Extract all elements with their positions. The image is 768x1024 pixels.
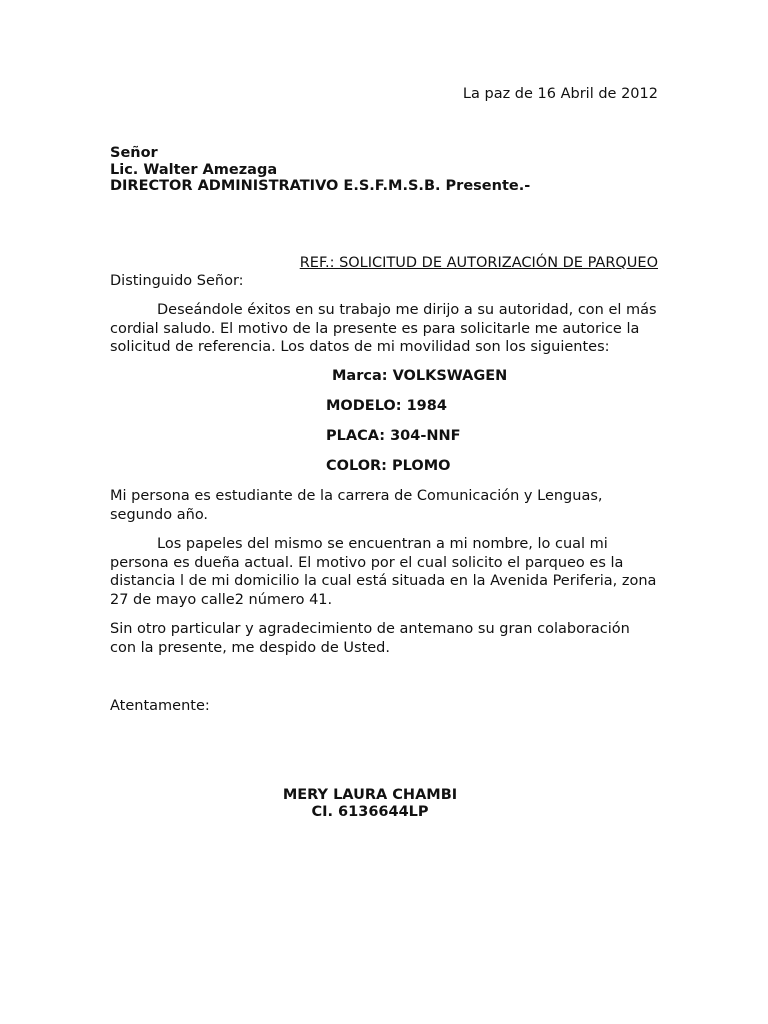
signature-name: MERY LAURA CHAMBI [282, 787, 458, 803]
paragraph-farewell: Sin otro particular y agradecimiento de antemano su gran colaboración con la presente, me despido de Usted. [110, 621, 630, 656]
vehicle-model: MODELO: 1984 [326, 398, 447, 414]
signature-id: CI. 6136644LP [311, 804, 429, 820]
reference-line: REF.: SOLICITUD DE AUTORIZACIÓN DE PARQUEO [299, 255, 658, 271]
letter-date: La paz de 16 Abril de 2012 [462, 86, 658, 102]
vehicle-brand: Marca: VOLKSWAGEN [332, 368, 508, 384]
paragraph-ownership: Los papeles del mismo se encuentran a mi nombre, lo cual mi persona es dueña actual. El motivo por el cual solicito el parqueo es la distancia l de mi domicilio la cual está situada en la Avenida Periferia, zona 27 de mayo calle2 número 41. [110, 536, 657, 608]
vehicle-plate: PLACA: 304-NNF [326, 428, 461, 444]
paragraph-student: Mi persona es estudiante de la carrera de Comunicación y Lenguas, segundo año. [110, 488, 603, 523]
greeting: Distinguido Señor: [110, 273, 244, 289]
recipient-title: Señor [110, 145, 158, 161]
recipient-name: Lic. Walter Amezaga [110, 162, 278, 178]
vehicle-color: COLOR: PLOMO [326, 458, 451, 474]
recipient-position: DIRECTOR ADMINISTRATIVO E.S.F.M.S.B. Presente.- [110, 178, 531, 194]
closing: Atentamente: [110, 698, 210, 714]
paragraph-intro: Deseándole éxitos en su trabajo me dirijo a su autoridad, con el más cordial saludo. El motivo de la presente es para solicitarle me autorice la solicitud de referencia. Los datos de mi movilidad son los siguientes: [110, 302, 657, 355]
